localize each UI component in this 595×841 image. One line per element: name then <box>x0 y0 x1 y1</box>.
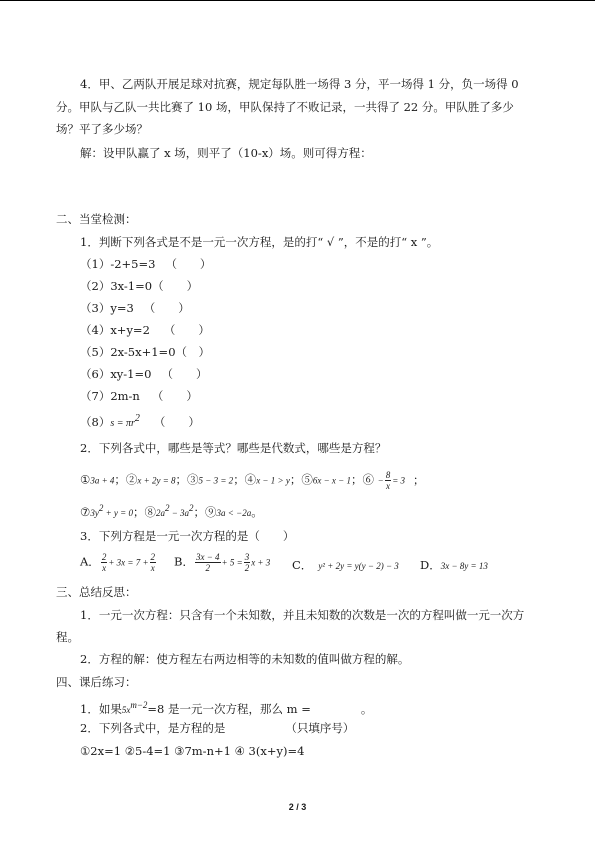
s2-q1-item6: （6）xy-1=0 （ ） <box>80 367 208 381</box>
page-number: 2 / 3 <box>288 802 307 812</box>
s3-p2: 2．方程的解：使方程左右两边相等的未知数的值叫做方程的解。 <box>80 652 410 666</box>
s2-q3-option-a: A． $\frac{2}{x}$ + 3x = 7 + $\frac{2}{x}$ <box>80 552 156 573</box>
s3-p1b: 程。 <box>56 630 79 644</box>
s2-q3-option-d: D．3x − 8y = 13 <box>420 558 488 572</box>
s2-q1-item8: $(8)s = \pi r^2$ （ ） <box>80 413 200 429</box>
q4-line1: 4．甲、乙两队开展足球对抗赛，规定每队胜一场得 3 分，平一场得 1 分，负一场得 0 <box>80 77 519 91</box>
s2-q1-item3: （3）y=3 （ ） <box>80 301 190 315</box>
s2-q1-item5: （5）2x-5x+1=0（ ） <box>80 345 211 359</box>
s2-q1-stem: 1．判断下列各式是不是一元一次方程，是的打“ √ ”，不是的打“ x ”。 <box>80 235 439 249</box>
s3-p1a: 1．一元一次方程：只含有一个未知数，并且未知数的次数是一次的方程叫做一元一次方 <box>80 608 525 622</box>
q4-solution: 解：设甲队赢了 x 场，则平了（10-x）场。则可得方程： <box>80 146 372 160</box>
s2-q1-item1: （1）-2+5=3 （ ） <box>80 257 212 271</box>
s2-q1-item4: （4）x+y=2 （ ） <box>80 323 210 337</box>
s4-q1: 1．如果$5x^{m-2}=8$ 是一元一次方程，那么 m = 。 <box>80 700 373 716</box>
q4-line3: 场？平了多少场？ <box>56 122 148 136</box>
s2-q1-item2: （2）3x-1=0（ ） <box>80 279 199 293</box>
section4-heading: 四、课后练习： <box>56 675 137 689</box>
s2-q2-expressions-row1: ①3a + 4；②x + 2y = 8；③5 − 3 = 2；④x − 1 > y；⑤6x − x − 1；⑥ − $\frac{8}{x}$ = 3 ； <box>80 470 425 491</box>
s2-q1-item7: （7）2m-n （ ） <box>80 389 198 403</box>
s2-q2-expressions-row2: $⑦3y^2 + y = 0$；$⑧2a^2 - 3a^2$；⑨3a < −2a。 <box>80 503 263 519</box>
section3-heading: 三、总结反思： <box>56 585 137 599</box>
s4-q2: 2．下列各式中，是方程的是 （只填序号） <box>80 721 355 735</box>
s2-q3-option-c: C． y² + 2y = y(y − 2) − 3 <box>292 558 399 572</box>
s2-q3-stem: 3．下列方程是一元一次方程的是（ ） <box>80 529 295 543</box>
s2-q2-stem: 2．下列各式中，哪些是等式？哪些是代数式，哪些是方程？ <box>80 441 387 455</box>
s4-q2-items: ①2x=1 ②5-4=1 ③7m-n+1 ④ 3(x+y)=4 <box>80 744 305 758</box>
s2-q3-option-b: B． $\frac{3x - 4}{2}$ + 5 = $\frac{3}{2}$ x + 3 <box>174 552 271 573</box>
section2-heading: 二、当堂检测： <box>56 212 137 226</box>
q4-line2: 分。甲队与乙队一共比赛了 10 场，甲队保持了不败记录，一共得了 22 分。甲队胜了多少 <box>56 100 514 114</box>
top-border <box>0 0 595 1</box>
